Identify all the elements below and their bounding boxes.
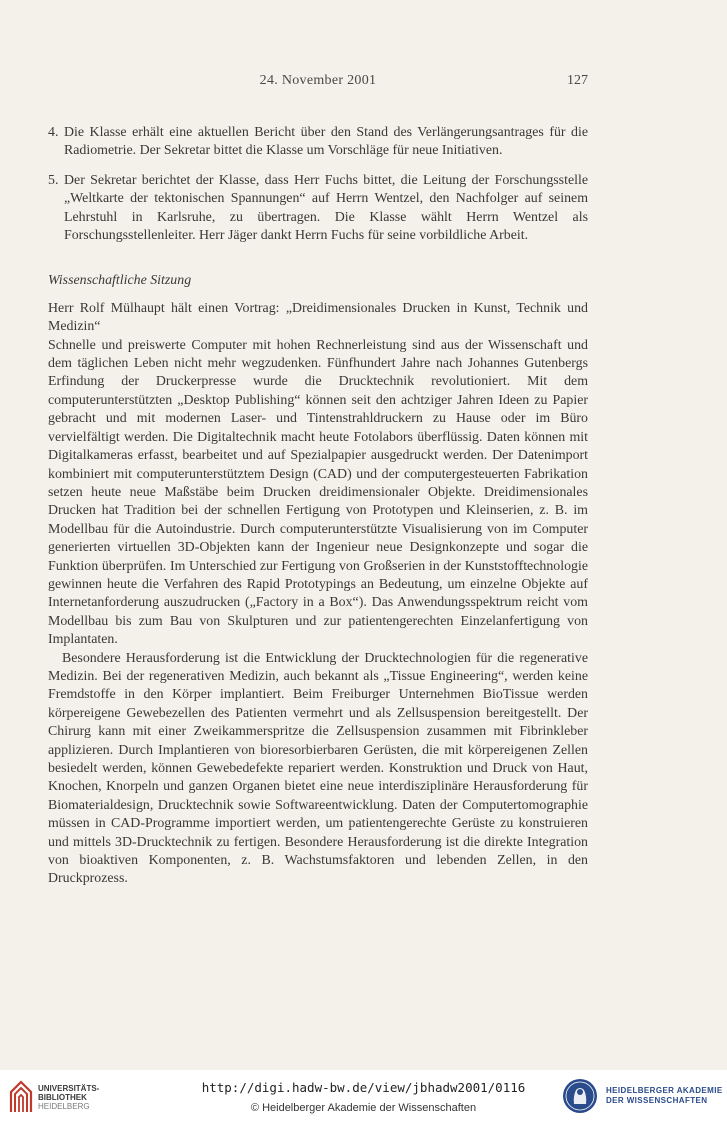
- digitization-footer: [0, 1070, 727, 1125]
- running-head: [48, 73, 588, 93]
- item-text: Der Sekretar berichtet der Klasse, dass Herr Fuchs bittet, die Leitung der Forschungsstelle „Weltkarte der tektonischen Spannungen“ auf Herrn Wentzel, den Nachfolger auf seinem Lehrstuhl in Karlsruhe, zu übertragen. Die Klasse wählt Herrn Wentzel als Forschungsstellenleiter. Herr Jäger dankt Herrn Fuchs für seine vorbildliche Arbeit.: [64, 172, 588, 244]
- academy-seal-icon: [562, 1078, 598, 1114]
- item-number: 5.: [48, 172, 59, 188]
- lecture-announcement: Herr Rolf Mülhaupt hält einen Vortrag: „Dreidimensionales Drucken in Kunst, Technik und Medizin“: [48, 300, 588, 335]
- permalink-url[interactable]: http://digi.hadw-bw.de/view/jbhadw2001/0116: [201, 1080, 526, 1095]
- body-paragraph: Schnelle und preiswerte Computer mit hohen Rechnerleistung sind aus der Wissenschaft und dem täglichen Leben nicht mehr wegzudenken. Fünfhundert Jahre nach Johannes Gutenbergs Erfindung der Druckerpresse wurde die Drucktechnik revolutioniert. Mit dem computerunterstützten „Desktop Publishing“ können seit den achtziger Jahren Ideen zu Papier gebracht und mit modernen Laser- und Tintenstrahldruckern zu Hause oder im Büro vervielfältigt werden. Die Digitaltechnik macht heute Fotolabors überflüssig. Daten können mit Digitalkameras erfasst, bearbeitet und auf Spezialpapier ausgedruckt werden. Der Datenimport kombiniert mit computerunterstütztem Design (CAD) und der computergesteuerten Fabrikation setzen heute neue Maßstäbe beim Drucken dreidimensionaler Objekte. Dreidimensionales Drucken hat Tradition bei der schnellen Fertigung von Prototypen und Kleinserien, z. B. im Modellbau für die Autoindustrie. Durch computerunterstützte Visualisierung von im Computer generierten virtuellen 3D-Objekten kann der Ingenieur neue Designkonzepte und sogar die Funktion überprüfen. Im Unterschied zur Fertigung von Großserien in der Kunststofftechnologie gewinnen heute die Verfahren des Rapid Prototypings an Bedeutung, um einzelne Objekte auf Internetanforderung auszudrucken („Factory in a Box“). Das Anwendungsspektrum reicht vom Modellbau bis zum Bau von Skulpturen und zur patientengerechten Einzelanfertigung von Implantaten.: [48, 337, 588, 648]
- list-item: [48, 124, 588, 161]
- text-block: [48, 124, 588, 889]
- header-date: 24. November 2001: [259, 73, 377, 88]
- section-title: Wissenschaftliche Sitzung: [48, 273, 192, 289]
- copyright-notice: © Heidelberger Akademie der Wissenschaften: [250, 1102, 477, 1114]
- academy-name: HEIDELBERGER AKADEMIE DER WISSENSCHAFTEN: [606, 1086, 723, 1105]
- university-library-name: UNIVERSITÄTS- BIBLIOTHEK HEIDELBERG: [38, 1084, 100, 1111]
- list-item: [48, 172, 588, 246]
- item-text: Die Klasse erhält eine aktuellen Bericht über den Stand des Verlängerungsantrages für die Radiometrie. Der Sekretar bittet die Klasse um Vorschläge für neue Initiativen.: [64, 125, 588, 159]
- body-paragraph: Besondere Herausforderung ist die Entwicklung der Drucktechnologien für die regenerative Medizin. Bei der regenerativen Medizin, auch bekannt als „Tissue Engineering“, werden keine Fremdstoffe in den Körper implantiert. Beim Freiburger Unternehmen BioTissue werden körpereigene Gewebezellen des Patienten vermehrt und als Zellsuspension bereitgestellt. Der Chirurg kann mit einer Zweikammerspritze die Zellsuspension zusammen mit Fibrinkleber applizieren. Durch Implantieren von bioresorbierbaren Gerüsten, die mit körpereigenen Zellen besiedelt werden, können Gewebedefekte repariert werden. Konstruktion und Druck von Haut, Knochen, Knorpeln und ganzen Organen bietet eine neue interdisziplinäre Herausforderung für Biomaterialdesign, Drucktechnik sowie Softwareentwicklung. Daten der Computertomographie müssen in CAD-Programme importiert werden, um patientengerechte Gerüste zu konstruieren und mittels 3D-Drucktechnik zu fertigen. Besondere Herausforderung ist die direkte Integration von bioaktiven Komponenten, z. B. Wachstumsfaktoren und lebenden Zellen, in den Druckprozess.: [48, 650, 588, 887]
- item-number: 4.: [48, 125, 59, 140]
- page-number: 127: [567, 73, 588, 88]
